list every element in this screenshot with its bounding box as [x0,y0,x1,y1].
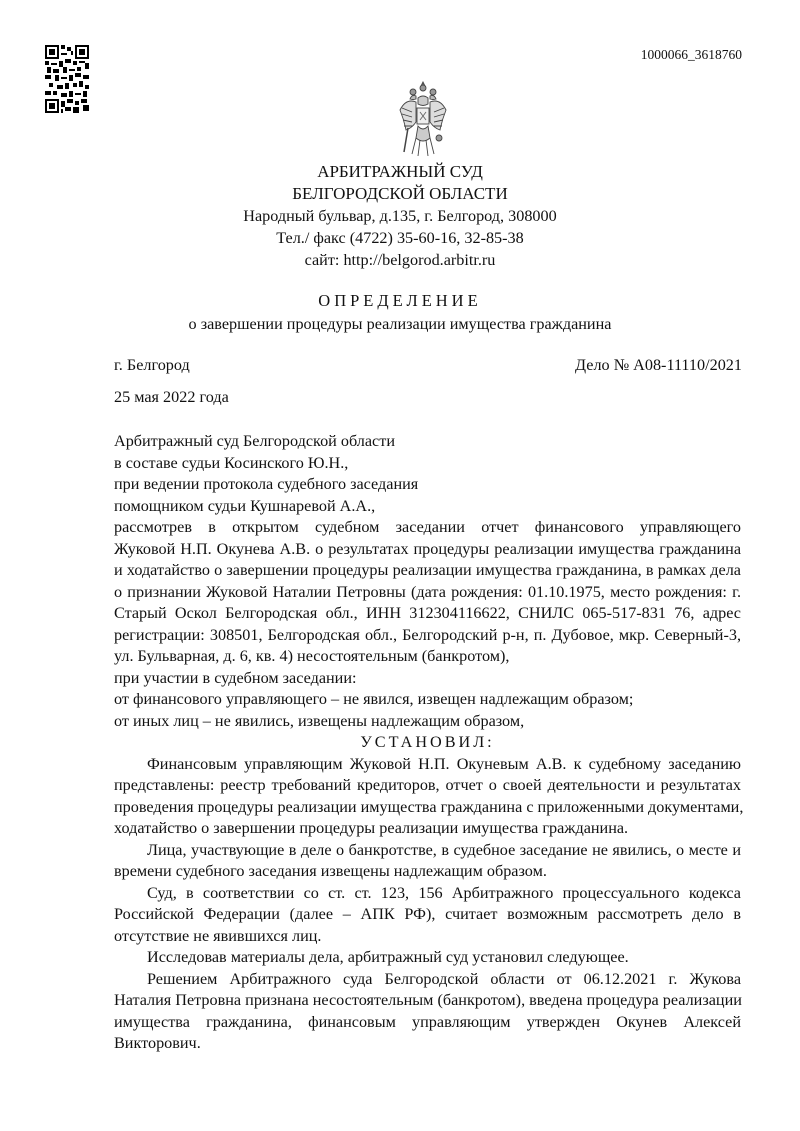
document-title: ОПРЕДЕЛЕНИЕ [318,291,482,310]
document-id: 1000066_3618760 [640,47,742,62]
intro-line: при участии в судебном заседании: [114,668,357,687]
coat-of-arms-icon [398,78,448,160]
court-phone: Тел./ факс (4722) 35-60-16, 32-85-38 [276,229,524,247]
court-name-line2: БЕЛГОРОДСКОЙ ОБЛАСТИ [292,184,508,203]
intro-line: Арбитражный суд Белгородской области [114,432,395,450]
intro-line: при ведении протокола судебного заседания [114,475,419,493]
paragraph-line: Викторович. [114,1034,201,1052]
intro-line: Старый Оскол Белгородская обл., ИНН 312304116622, СНИЛС 065-517-831 76, адрес [114,604,741,622]
intro-line: и ходатайство о завершении процедуры реализации имущества гражданина, в рамках дела [114,561,741,579]
paragraph-line: Решением Арбитражного суда Белгородской области от 06.12.2021 г. Жукова [147,969,741,988]
intro-line: от финансового управляющего – не явился, извещен надлежащим образом; [114,690,634,708]
court-address: Народный бульвар, д.135, г. Белгород, 308000 [243,207,557,225]
intro-line: от иных лиц – не явились, извещены надлежащим образом, [114,711,525,730]
qr-code-icon [45,45,89,113]
intro-line: Жуковой Н.П. Окунева А.В. о результатах процедуры реализации имущества гражданина [114,539,741,558]
document-body [114,431,744,1055]
paragraph-line: Лица, участвующие в деле о банкротстве, в судебное заседание не явились, о месте и [147,840,741,859]
court-website[interactable]: сайт: http://belgorod.arbitr.ru [304,251,496,269]
paragraph-line: отсутствие не явившихся лиц. [114,926,322,945]
paragraph-line: представлены: реестр требований кредиторов, отчет о своей деятельности и результатах [114,776,741,794]
paragraph-line: проведения процедуры реализации имущества гражданина с приложенными документами, [114,797,744,816]
paragraph-line: времени судебного заседания извещены надлежащим образом. [114,862,547,880]
intro-line: рассмотрев в открытом судебном заседании отчет финансового управляющего [114,518,741,536]
established-heading: УСТАНОВИЛ: [360,733,495,751]
intro-line: помощником судьи Кушнаревой А.А., [114,496,376,515]
court-name-line1: АРБИТРАЖНЫЙ СУД [317,162,483,181]
document-date: 25 мая 2022 года [114,388,229,406]
case-number: Дело № А08-11110/2021 [575,356,742,374]
intro-line: регистрации: 308501, Белгородская обл., Белгородский р-н, п. Дубовое, мкр. Северный-3, [114,625,741,644]
document-city: г. Белгород [114,356,190,374]
intro-line: в составе судьи Косинского Ю.Н., [114,453,349,472]
paragraph-line: Наталия Петровна признана несостоятельным (банкротом), введена процедура реализации [114,991,742,1009]
intro-line: ул. Бульварная, д. 6, кв. 4) несостоятельным (банкротом), [114,647,510,665]
paragraph-line: Российской Федерации (далее – АПК РФ), считает возможным рассмотреть дело в [114,905,741,923]
paragraph-line: Суд, в соответствии со ст. ст. 123, 156 Арбитражного процессуального кодекса [147,883,741,902]
paragraph-line: Исследовав материалы дела, арбитражный суд установил следующее. [147,948,629,966]
paragraph-line: ходатайство о завершении процедуры реализации имущества гражданина. [114,819,629,837]
document-subtitle: о завершении процедуры реализации имущества гражданина [188,315,612,333]
intro-line: о признании Жуковой Наталии Петровны (дата рождения: 01.10.1975, место рождения: г. [114,582,741,601]
paragraph-line: имущества гражданина, финансовым управляющим утвержден Окунев Алексей [114,1012,741,1031]
paragraph-line: Финансовым управляющим Жуковой Н.П. Окуневым А.В. к судебному заседанию [147,754,741,773]
